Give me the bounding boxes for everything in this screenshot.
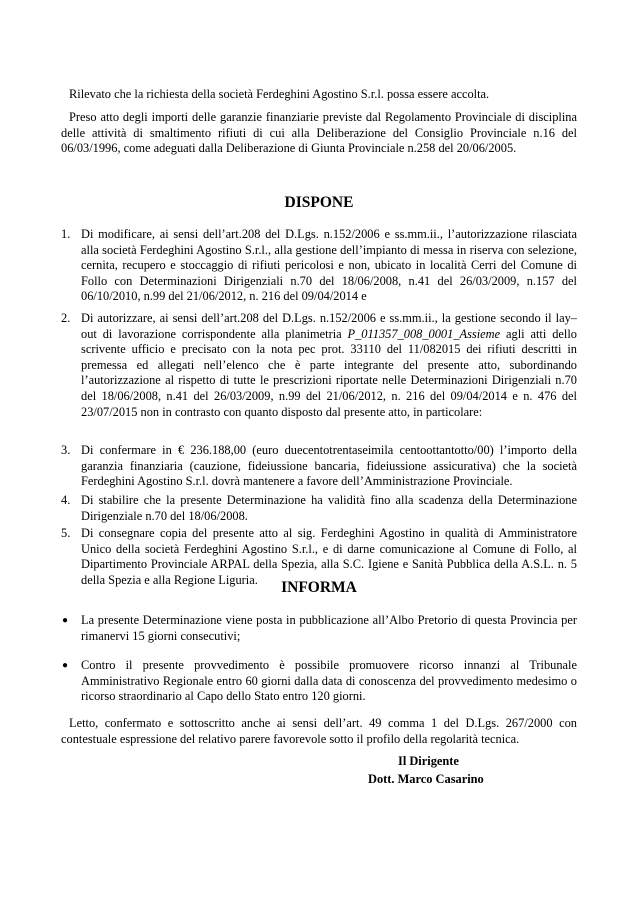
intro-paragraph-2: Preso atto degli importi delle garanzie finanziarie previste dal Regolamento Provinciale di disciplina delle attività di smaltimento rifiuti di cui alla Deliberazione del Consiglio Provinciale n.16 del 06/03/1996, come adeguati dalla Deliberazione di Giunta Provinciale n.258 del 20/06/2005. (61, 110, 577, 156)
signature-name: Dott. Marco Casarino (368, 772, 484, 786)
item-number: 1. (61, 227, 71, 241)
signature-title: Il Dirigente (398, 754, 459, 768)
informa-heading: INFORMA (281, 579, 357, 596)
item-text-part-b: agli atti dello scrivente ufficio e precisato con la nota pec prot. 33110 del 11/082015 dei rifiuti descritti in premessa ed allegati nell’elenco che è parte integrante del presente atto, subordinando l’autorizzazione al rispetto di tutte le prescrizioni riportate nelle Determinazioni Dirigenziali n.70 del 18/06/2008, n.41 del 26/03/2009, n.99 del 21/06/2012, n. 216 del 09/04/2014 e n. 476 del 23/07/2015 non in contrasto con quanto disposto dal presente atto, in particolare: (81, 326, 577, 419)
closing-paragraph: Letto, confermato e sottoscritto anche ai sensi dell’art. 49 comma 1 del D.Lgs. 267/2000 con contestuale espressione del relativo parere favorevole sotto il profilo della regolarità tecnica. (61, 716, 577, 746)
item-text: Di confermare in € 236.188,00 (euro duecentotrentaseimila centoottantotto/00) l’importo della garanzia finanziaria (cauzione, fideiussione bancaria, fideiussione assicurativa) che la società Ferdeghini Agostino S.r.l. dovrà mantenere a favore dell’Amministrazione Provinciale. (81, 443, 577, 489)
dispone-heading: DISPONE (284, 194, 354, 211)
dispone-item-3 (61, 443, 577, 490)
dispone-item-4 (61, 493, 577, 524)
bullet-icon: ● (62, 660, 69, 671)
item-number: 5. (61, 526, 71, 540)
item-text: Di modificare, ai sensi dell’art.208 del D.Lgs. n.152/2006 e ss.mm.ii., l’autorizzazione rilasciata alla società Ferdeghini Agostino S.r.l., alla gestione dell’impianto di messa in riserva con selezione, cernita, recupero e stoccaggio di rifiuti pericolosi e non, ubicato in località Cerri del Comune di Follo con Determinazioni Dirigenziali n.70 del 18/06/2008, n.41 del 26/03/2009, n.157 del 06/10/2010, n.99 del 21/06/2012, n. 216 del 09/04/2014 e (81, 227, 577, 304)
item-number: 4. (61, 493, 71, 507)
bullet-text: La presente Determinazione viene posta in pubblicazione all’Albo Pretorio di questa Provincia per rimanervi 15 giorni consecutivi; (81, 613, 577, 643)
intro-paragraph-1: Rilevato che la richiesta della società Ferdeghini Agostino S.r.l. possa essere accolta. (69, 87, 490, 101)
dispone-item-2 (61, 311, 577, 420)
informa-bullet-2 (61, 658, 577, 705)
item-text: Di stabilire che la presente Determinazione ha validità fino alla scadenza della Determinazione Dirigenziale n.70 del 18/06/2008. (81, 493, 577, 523)
informa-bullet-1 (61, 613, 577, 644)
item-number: 2. (61, 311, 71, 325)
planimetria-reference: P_011357_008_0001_Assieme (347, 326, 501, 341)
dispone-item-1 (61, 227, 577, 305)
item-text (81, 311, 577, 420)
bullet-icon: ● (62, 615, 69, 626)
item-text-part-a: Di autorizzare, ai sensi dell’art.208 del D.Lgs. n.152/2006 e ss.mm.ii., la gestione secondo il lay–out di lavorazione corrispondente alla planimetria (81, 311, 577, 341)
item-text: Di consegnare copia del presente atto al sig. Ferdeghini Agostino in qualità di Amministratore Unico della società Ferdeghini Agostino S.r.l., e di darne comunicazione al Comune di Follo, al Dipartimento Provinciale ARPAL della Spezia, alla S.C. Igiene e Sanità Pubblica della A.S.L. n. 5 della Spezia e alla Regione Liguria. (81, 526, 577, 587)
item-number: 3. (61, 443, 71, 457)
bullet-text: Contro il presente provvedimento è possibile promuovere ricorso innanzi al Tribunale Amministrativo Regionale entro 60 giorni dalla data di conoscenza del provvedimento medesimo o ricorso straordinario al Capo dello Stato entro 120 giorni. (81, 658, 577, 704)
